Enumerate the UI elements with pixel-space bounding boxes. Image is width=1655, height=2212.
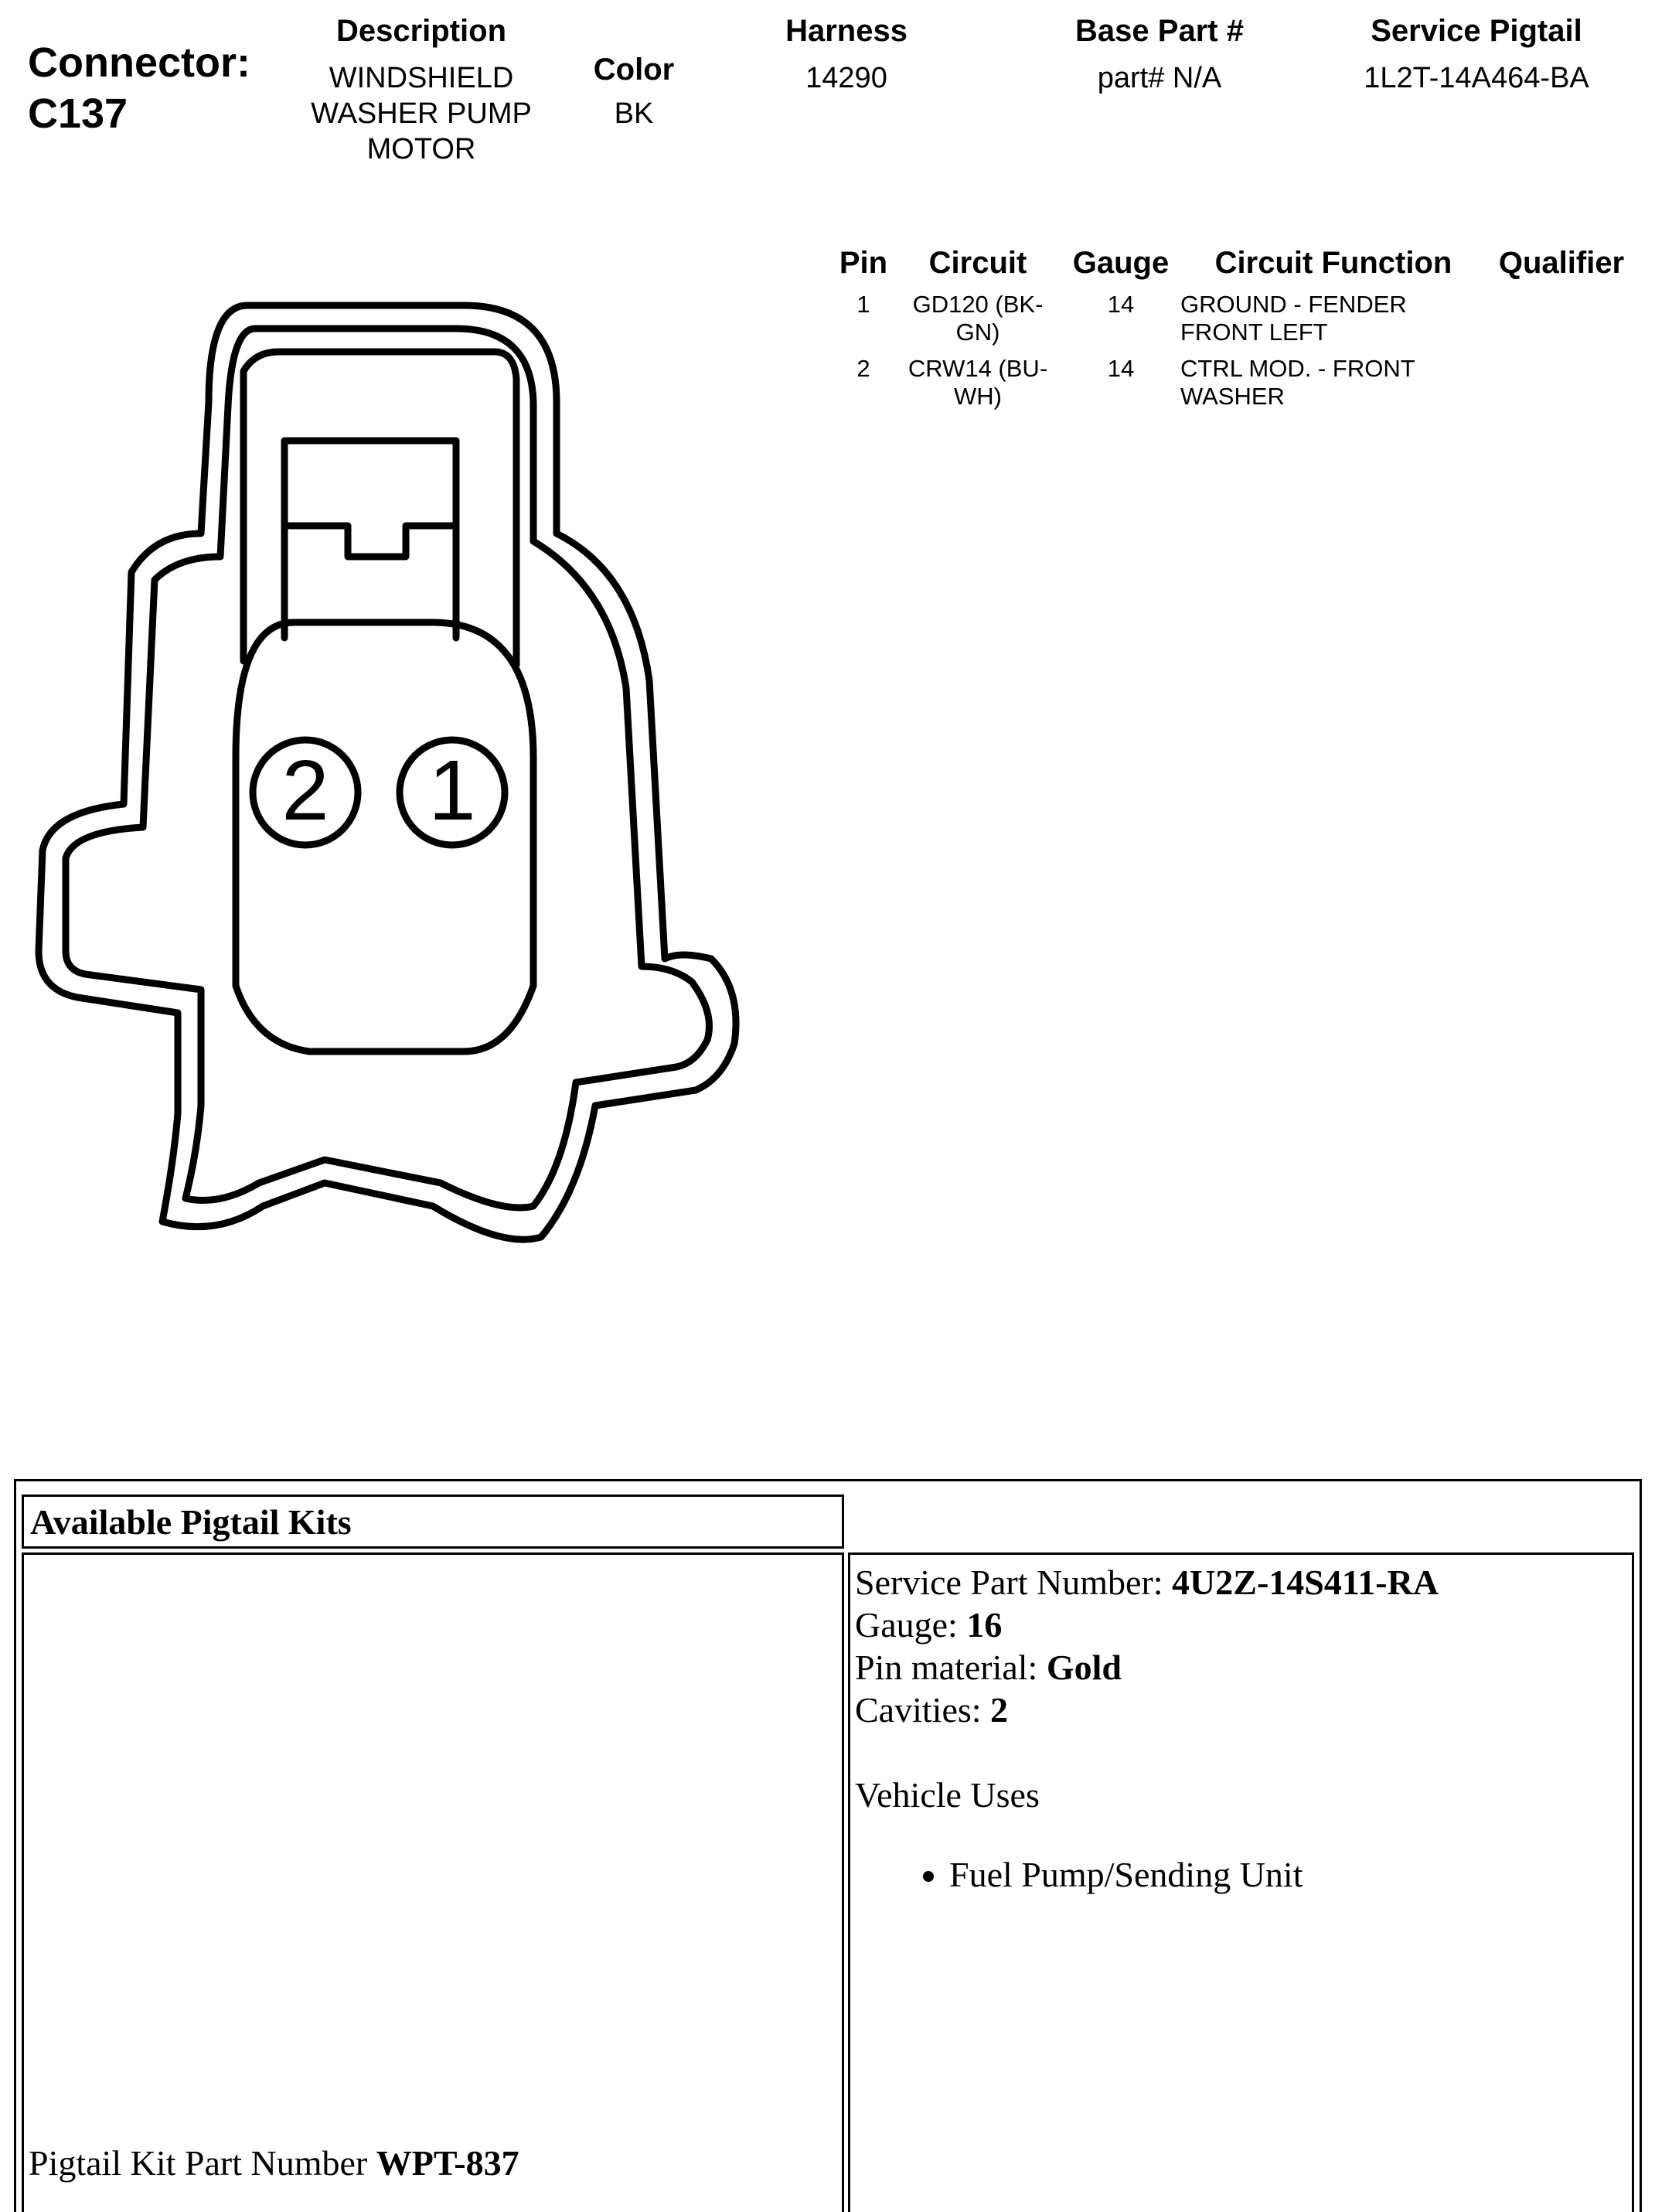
pigtail-kits-title: Available Pigtail Kits: [30, 1502, 352, 1542]
harness-value: 14290: [805, 62, 887, 94]
pin-function-line: GROUND - FENDER: [1180, 291, 1407, 318]
pin-gauge: 14: [1107, 355, 1135, 382]
pin-circuit: [897, 355, 1059, 411]
pin-circuit: [897, 291, 1059, 346]
connector-face-diagram: [0, 278, 773, 1283]
latch-body: [284, 441, 456, 638]
pin-function-line: CTRL MOD. - FRONT: [1180, 355, 1415, 382]
pin-column-header: Pin: [839, 246, 888, 280]
gauge-value: 16: [966, 1605, 1003, 1645]
description-line: WASHER PUMP: [311, 97, 532, 130]
pin-function-line: FRONT LEFT: [1180, 319, 1328, 346]
qualifier-column-header: Qualifier: [1498, 246, 1625, 280]
vehicle-uses-list: [855, 1853, 1627, 1896]
connector-title: [28, 37, 250, 139]
harness-header: Harness: [785, 14, 908, 48]
vehicle-uses-heading: Vehicle Uses: [855, 1775, 1040, 1815]
service-pigtail-header: Service Pigtail: [1371, 14, 1582, 48]
service-part-label: Service Part Number:: [855, 1563, 1173, 1602]
cavity-2-label: 2: [281, 743, 329, 838]
connector-label: Connector:: [28, 39, 250, 86]
pin-circuit-line: GN): [955, 319, 1000, 346]
pin-material-label: Pin material:: [855, 1648, 1047, 1687]
vehicle-use-item: • Fuel Pump/Sending Unit: [949, 1853, 1627, 1896]
pin-circuit-line: WH): [954, 383, 1002, 410]
pin-function-line: WASHER: [1180, 383, 1285, 410]
pin-number: 1: [856, 291, 870, 318]
cavity-2: [253, 740, 358, 845]
description-line: MOTOR: [366, 133, 476, 165]
cavity-1-label: 1: [428, 743, 476, 838]
pin-circuit-line: CRW14 (BU-: [908, 355, 1048, 382]
connector-id: C137: [28, 90, 128, 137]
pin-material-line: [855, 1646, 1627, 1689]
description-line: WINDSHIELD: [329, 62, 514, 94]
color-value: BK: [614, 97, 654, 130]
pin-circuit-line: GD120 (BK-: [912, 291, 1044, 318]
pigtail-kit-number-label: Pigtail Kit Part Number: [29, 2143, 376, 2183]
description-header: Description: [335, 14, 507, 48]
pin-material-value: Gold: [1046, 1648, 1122, 1687]
circuit-column-header: Circuit: [928, 246, 1027, 280]
pigtail-kits-title-box: [22, 1495, 844, 1549]
pigtail-kit-number: WPT-837: [376, 2143, 519, 2183]
latch-notch: [284, 526, 456, 557]
pin-number: 2: [856, 355, 870, 382]
gauge-line: [855, 1604, 1627, 1646]
pigtail-kit-image-box: [22, 1552, 844, 2212]
base-part-value: part# N/A: [1097, 62, 1222, 94]
service-part-line: [855, 1561, 1627, 1604]
base-part-header: Base Part #: [1075, 14, 1244, 48]
service-part-number: 4U2Z-14S411-RA: [1172, 1563, 1439, 1602]
pigtail-kit-number-line: [29, 2142, 519, 2183]
color-header: Color: [593, 53, 675, 87]
housing-inner-outline: [66, 329, 710, 1208]
function-column-header: Circuit Function: [1214, 246, 1452, 280]
gauge-column-header: Gauge: [1072, 246, 1170, 280]
cavity-1: [400, 740, 505, 845]
cavities-label: Cavities:: [855, 1690, 991, 1730]
description-value: [286, 60, 557, 167]
pin-gauge: 14: [1107, 291, 1135, 318]
pigtail-kit-details: [850, 1555, 1632, 1902]
service-pigtail-value: 1L2T-14A464-BA: [1364, 62, 1589, 94]
cavities-value: 2: [990, 1690, 1009, 1730]
pin-function: [1180, 291, 1474, 346]
cavities-line: [855, 1689, 1627, 1731]
pigtail-kit-details-box: [848, 1552, 1634, 2212]
gauge-label: Gauge:: [855, 1605, 967, 1645]
pin-function: [1180, 355, 1474, 411]
